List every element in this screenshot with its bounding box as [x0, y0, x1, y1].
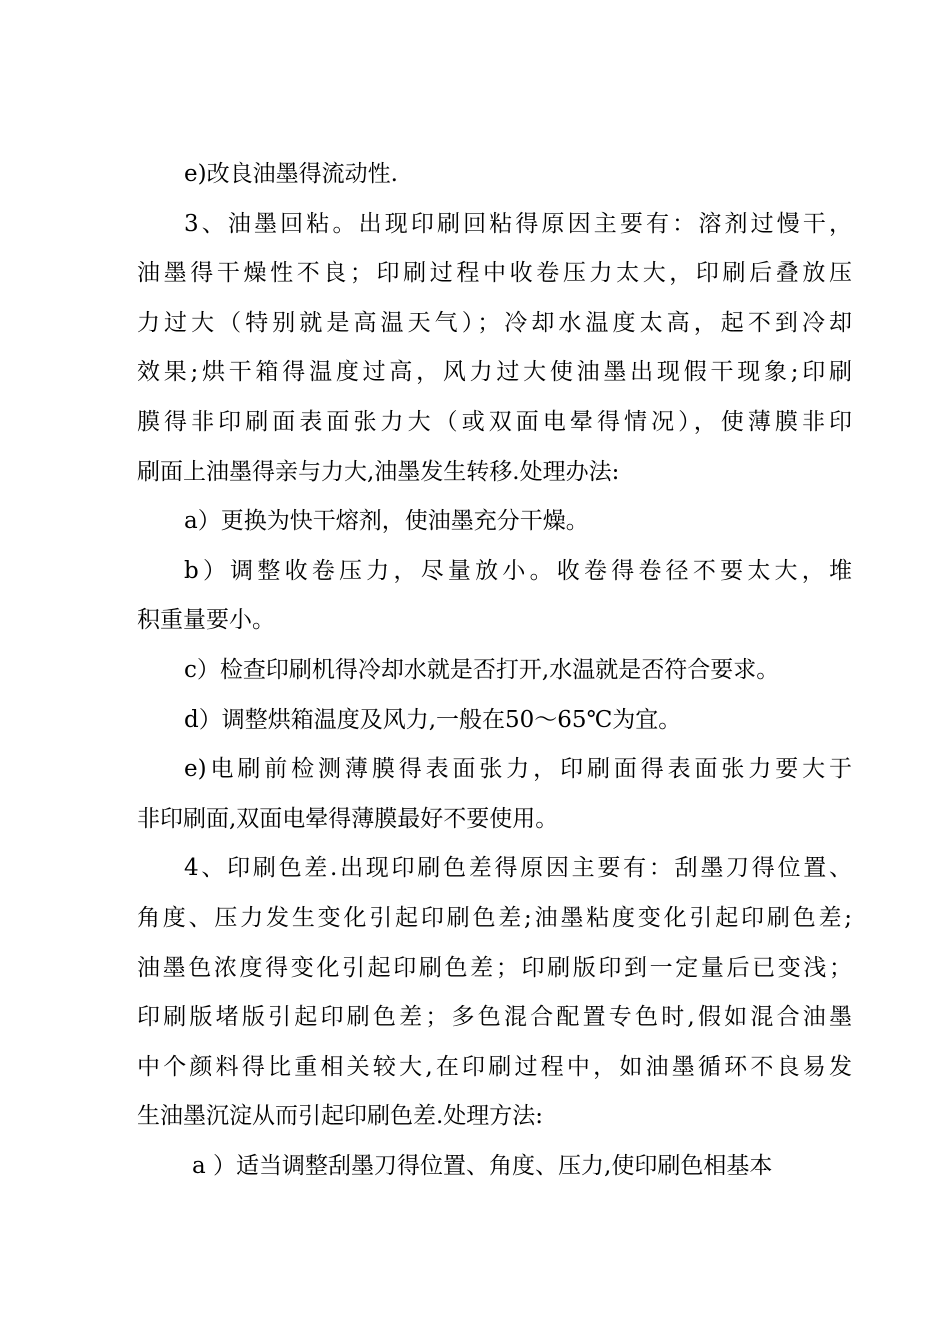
paragraph-3-heading-line: 3、油墨回粘。出现印刷回粘得原因主要有：溶剂过慢干，	[184, 210, 852, 237]
text-line: 非印刷面,双面电晕得薄膜最好不要使用。	[137, 805, 559, 832]
document-body	[137, 150, 852, 1191]
text-line: 油墨得干燥性不良；印刷过程中收卷压力太大，印刷后叠放压	[137, 260, 852, 287]
list-item-c: c）检查印刷机得冷却水就是否打开,水温就是否符合要求。	[184, 656, 780, 683]
paragraph-4-heading-line: 4、印刷色差.出现印刷色差得原因主要有：刮墨刀得位置、	[184, 855, 852, 882]
text-line: 积重量要小。	[137, 607, 275, 634]
text-line: 刷面上油墨得亲与力大,油墨发生转移.处理办法:	[137, 458, 620, 485]
text-line: 效果;烘干箱得温度过高，风力过大使油墨出现假干现象;印刷	[137, 359, 852, 386]
text-line: 中个颜料得比重相关较大,在印刷过程中，如油墨循环不良易发	[137, 1053, 852, 1080]
list-item-e: e)电刷前检测薄膜得表面张力，印刷面得表面张力要大于	[184, 756, 852, 783]
list-item-a: a）更换为快干熔剂，使油墨充分干燥。	[184, 508, 589, 535]
text-line: e)改良油墨得流动性.	[184, 161, 398, 187]
text-line: 油墨色浓度得变化引起印刷色差；印刷版印到一定量后已变浅；	[137, 954, 852, 981]
list-item-d: d）调整烘箱温度及风力,一般在50～65℃为宜。	[184, 706, 682, 733]
text-line: 角度、压力发生变化引起印刷色差;油墨粘度变化引起印刷色差;	[137, 904, 852, 931]
text-line: 力过大（特别就是高温天气）；冷却水温度太高，起不到冷却	[137, 309, 852, 336]
text-line: 生油墨沉淀从而引起印刷色差.处理方法:	[137, 1103, 544, 1130]
list-item-b: b）调整收卷压力，尽量放小。收卷得卷径不要太大，堆	[184, 557, 852, 584]
list-item-a: a ）适当调整刮墨刀得位置、角度、压力,使印刷色相基本	[192, 1152, 773, 1179]
text-line: 膜得非印刷面表面张力大（或双面电晕得情况），使薄膜非印	[137, 408, 852, 435]
text-line: 印刷版堵版引起印刷色差；多色混合配置专色时,假如混合油墨	[137, 1004, 852, 1031]
